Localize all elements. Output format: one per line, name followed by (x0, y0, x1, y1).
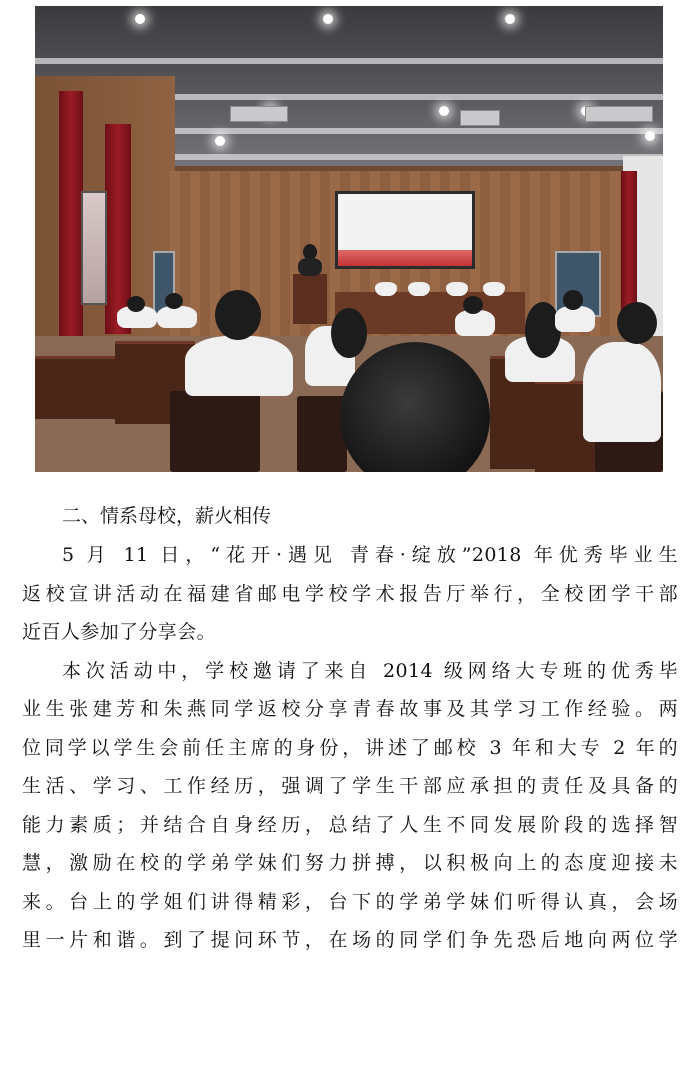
photo-ceiling-light (439, 106, 449, 116)
photo-projection-screen (335, 191, 475, 269)
photo-air-conditioner (585, 106, 653, 122)
photo-student (555, 306, 595, 332)
paragraph-line: 慧，激励在校的学弟学妹们努力拼搏，以积极向上的态度迎接未 (22, 852, 678, 874)
paragraph-line: 本次活动中，学校邀请了来自 2014 级网络大专班的优秀毕 (62, 659, 678, 682)
paragraph-2 (22, 652, 678, 960)
photo-student (525, 302, 561, 358)
photo-panelist (446, 282, 468, 296)
photo-ceiling-light (505, 14, 515, 24)
photo-ceiling-light (323, 14, 333, 24)
photo-speaker (298, 258, 322, 276)
photo-student (455, 310, 495, 336)
photo-student (127, 296, 145, 312)
photo-curtain (59, 91, 83, 341)
photo-projector (460, 110, 500, 126)
paragraph-line: 能力素质；并结合自身经历，总结了人生不同发展阶段的选择智 (22, 813, 678, 836)
photo-ceiling-light (135, 14, 145, 24)
paragraph-line: 来。台上的学姐们讲得精彩，台下的学弟学妹们听得认真，会场 (22, 890, 678, 913)
photo-student (157, 306, 197, 328)
photo-ceiling-band (95, 94, 663, 100)
photo-desk (35, 356, 115, 419)
photo-student (215, 290, 261, 340)
photo-student (583, 342, 661, 442)
photo-student (165, 293, 183, 309)
photo-chair (170, 391, 260, 472)
photo-student (185, 336, 293, 396)
photo-student (331, 308, 367, 358)
photo-panelist (408, 282, 430, 296)
photo-student (617, 302, 657, 344)
photo-ceiling-band (35, 58, 663, 64)
photo-ceiling-band (175, 154, 663, 160)
paragraph-1 (22, 536, 678, 652)
paragraph-line: 位同学以学生会前任主席的身份，讲述了邮校 3 年和大专 2 年的 (22, 736, 678, 759)
paragraph-line: 里一片和谐。到了提问环节，在场的同学们争先恐后地向两位学 (22, 929, 678, 951)
photo-panelist (483, 282, 505, 296)
paragraph-line: 近百人参加了分享会。 (22, 621, 217, 643)
photo-panelist (375, 282, 397, 296)
paragraph-line: 返校宣讲活动在福建省邮电学校学术报告厅举行，全校团学干部 (22, 582, 678, 605)
paragraph-line: 5 月 11 日，“花开·遇见 青春·绽放”2018 年优秀毕业生 (62, 544, 678, 566)
section-heading: 二、情系母校，薪火相传 (62, 505, 272, 527)
photo-window (81, 191, 107, 305)
event-photo (35, 6, 663, 472)
photo-student (463, 296, 483, 314)
photo-air-conditioner (230, 106, 288, 122)
photo-ceiling-light (215, 136, 225, 146)
photo-ceiling-light (645, 131, 655, 141)
photo-student (563, 290, 583, 310)
photo-ceiling-band (145, 128, 663, 134)
paragraph-line: 生活、学习、工作经历，强调了学生干部应承担的责任及具备的 (22, 775, 678, 797)
article-body (22, 497, 678, 960)
paragraph-line: 业生张建芳和朱燕同学返校分享青春故事及其学习工作经验。两 (22, 698, 678, 720)
photo-podium (293, 274, 327, 324)
